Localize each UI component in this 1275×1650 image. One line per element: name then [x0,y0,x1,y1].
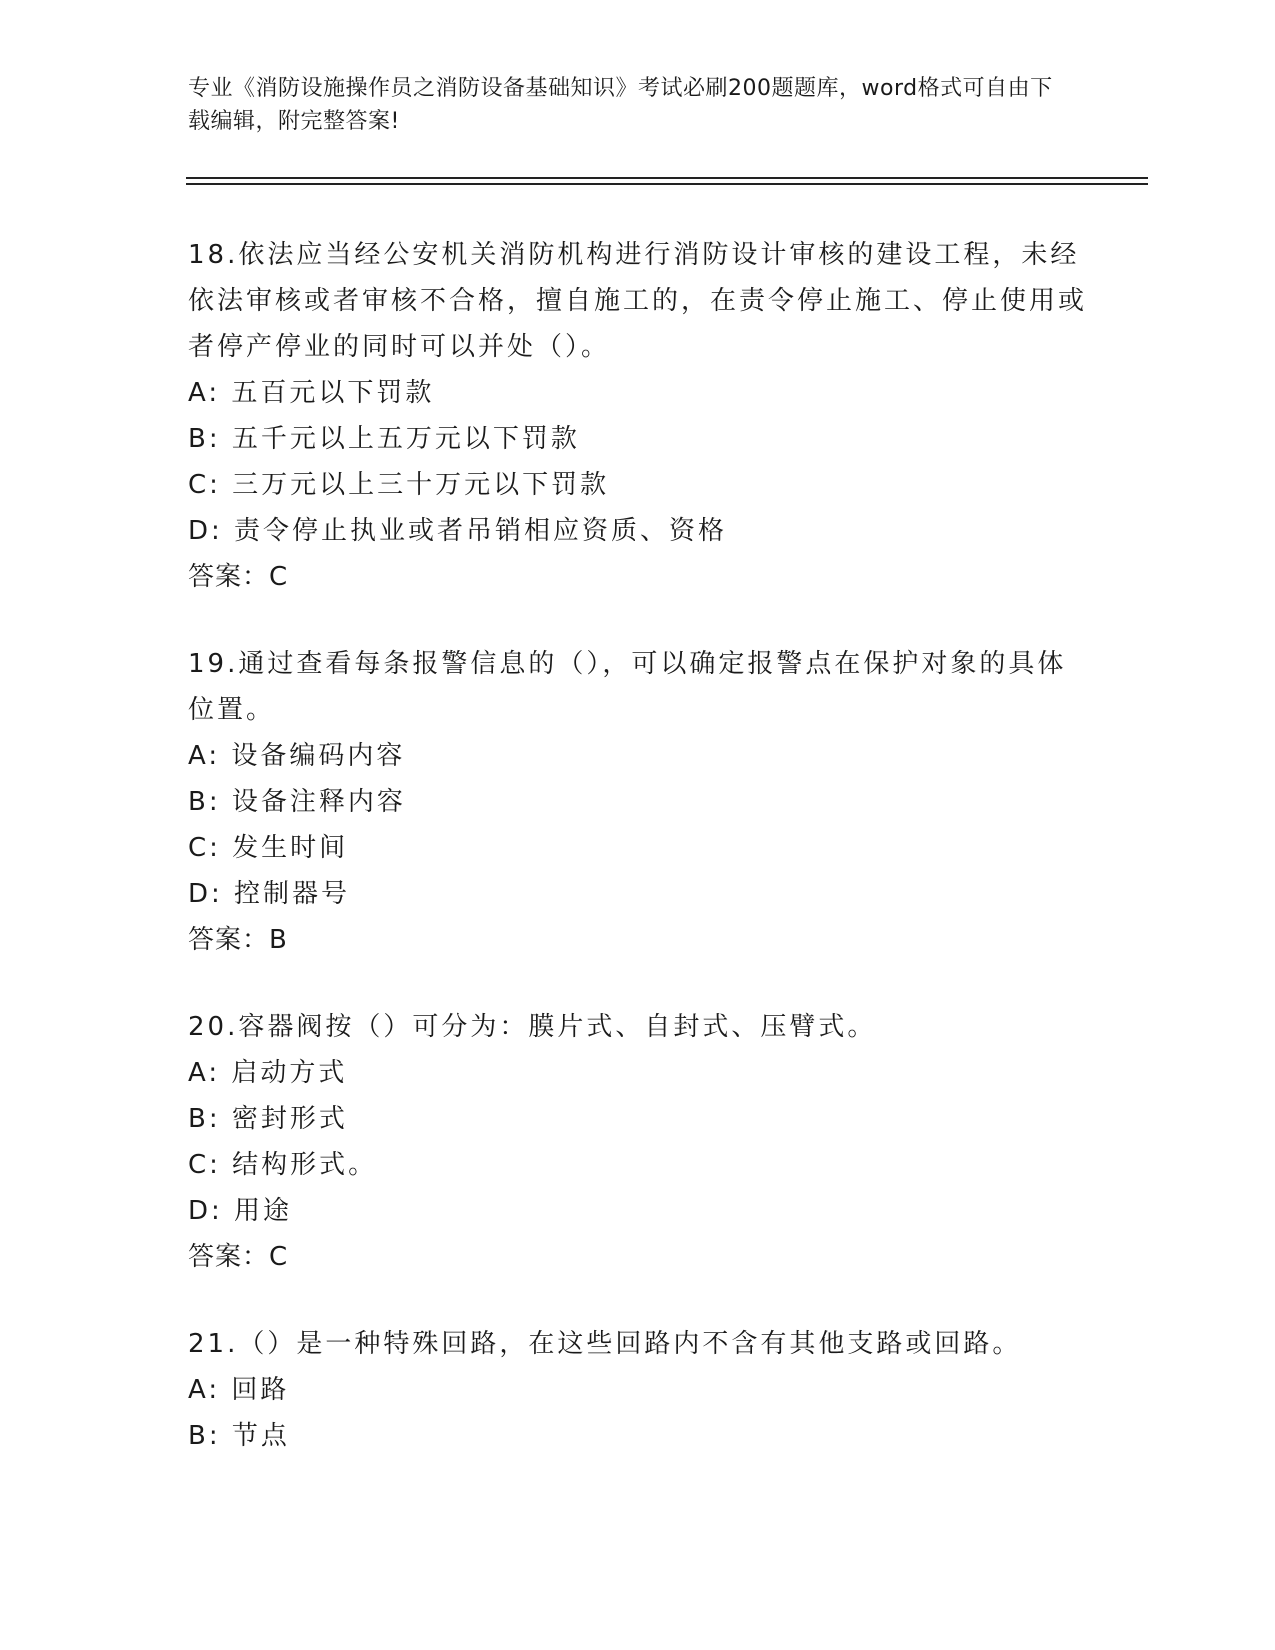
header-divider-top [186,177,1148,179]
option-b: B: 密封形式 [188,1104,348,1134]
option-c: C: 三万元以上三十万元以下罚款 [188,470,610,500]
question-21 [188,1321,1088,1459]
question-stem: 19.通过查看每条报警信息的（），可以确定报警点在保护对象的具体位置。 [188,649,1067,725]
answer-line: 答案：C [188,1242,289,1272]
document-header: 专业《消防设施操作员之消防设备基础知识》考试必刷200题题库，word格式可自由下载编辑，附完整答案! [188,76,1053,134]
option-b: B: 设备注释内容 [188,787,406,817]
answer-line: 答案：C [188,562,289,592]
question-19 [188,641,1088,963]
header-divider-bottom [186,183,1148,185]
option-b: B: 五千元以上五万元以下罚款 [188,424,580,454]
question-stem: 18.依法应当经公安机关消防机构进行消防设计审核的建设工程，未经依法审核或者审核不合格，擅自施工的，在责令停止施工、停止使用或者停产停业的同时可以并处（）。 [188,240,1088,362]
option-d: D: 用途 [188,1196,293,1226]
question-stem: 20.容器阀按（）可分为：膜片式、自封式、压臂式。 [188,1012,877,1042]
option-a: A: 启动方式 [188,1058,348,1088]
question-18 [188,232,1088,600]
option-a: A: 回路 [188,1375,290,1405]
option-a: A: 设备编码内容 [188,741,406,771]
option-d: D: 责令停止执业或者吊销相应资质、资格 [188,516,728,546]
option-a: A: 五百元以下罚款 [188,378,435,408]
option-c: C: 结构形式。 [188,1150,378,1180]
answer-line: 答案：B [188,925,288,955]
question-20 [188,1004,1088,1280]
option-d: D: 控制器号 [188,879,351,909]
option-c: C: 发生时间 [188,833,349,863]
option-b: B: 节点 [188,1421,290,1451]
question-stem: 21.（）是一种特殊回路，在这些回路内不含有其他支路或回路。 [188,1329,1022,1359]
